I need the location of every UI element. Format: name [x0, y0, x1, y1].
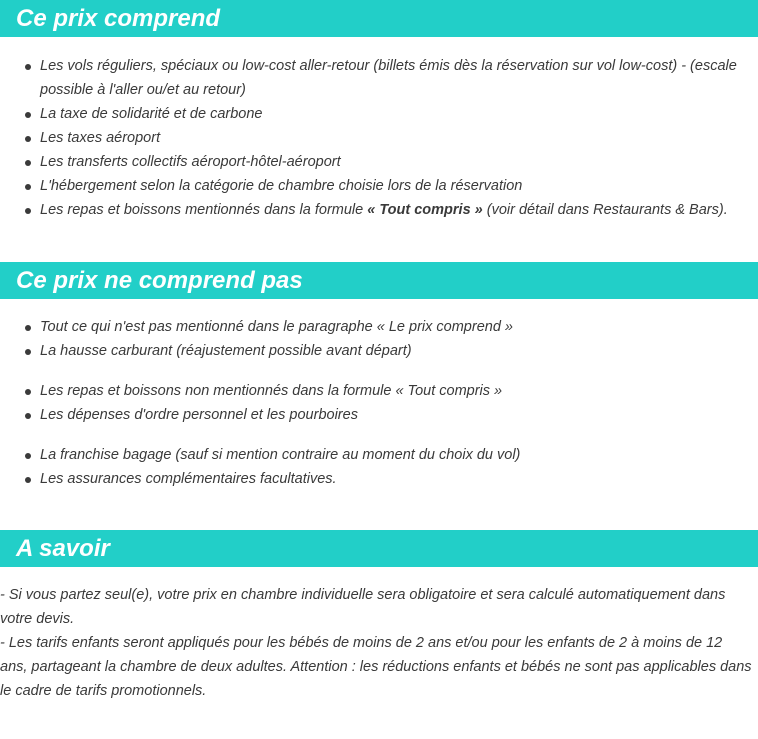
list-item: La franchise bagage (sauf si mention contraire au moment du choix du vol)	[40, 443, 758, 467]
list-item: Les taxes aéroport	[40, 126, 758, 150]
list-item-meals	[40, 198, 758, 222]
section-header-price-includes: Ce prix comprend	[0, 0, 758, 37]
price-includes-list	[0, 54, 758, 222]
price-excludes-list	[0, 379, 758, 427]
paragraph-single-room: - Si vous partez seul(e), votre prix en chambre individuelle sera obligatoire et sera calculé automatiquement dans votre devis.	[0, 587, 726, 627]
list-item: Les assurances complémentaires facultatives.	[40, 467, 758, 491]
section-price-includes	[0, 0, 758, 222]
section-header-price-excludes: Ce prix ne comprend pas	[0, 262, 758, 299]
section-header-good-to-know: A savoir	[0, 530, 758, 567]
list-item: La taxe de solidarité et de carbone	[40, 102, 758, 126]
list-item: Les vols réguliers, spéciaux ou low-cost aller-retour (billets émis dès la réservation sur vol low-cost) - (escale possible à l'aller ou/et au retour)	[40, 54, 758, 102]
price-excludes-list	[0, 443, 758, 491]
list-item: L'hébergement selon la catégorie de chambre choisie lors de la réservation	[40, 174, 758, 198]
meals-formula-bold: « Tout compris »	[367, 202, 483, 218]
meals-suffix: (voir détail dans Restaurants & Bars).	[482, 202, 728, 218]
paragraph-child-rates: - Les tarifs enfants seront appliqués pour les bébés de moins de 2 ans et/ou pour les enfants de 2 à moins de 12 ans, partageant la chambre de deux adultes. Attention : les réductions enfants et bébés ne sont pas applicables dans le cadre de tarifs promotionnels.	[0, 635, 752, 699]
section-good-to-know	[0, 530, 758, 703]
list-item: La hausse carburant (réajustement possible avant départ)	[40, 339, 758, 363]
list-item: Les repas et boissons non mentionnés dans la formule « Tout compris »	[40, 379, 758, 403]
section-price-excludes	[0, 262, 758, 491]
list-item: Les dépenses d'ordre personnel et les pourboires	[40, 403, 758, 427]
meals-prefix: Les repas et boissons mentionnés dans la formule	[40, 202, 368, 218]
list-item: Les transferts collectifs aéroport-hôtel-aéroport	[40, 150, 758, 174]
list-item: Tout ce qui n'est pas mentionné dans le paragraphe « Le prix comprend »	[40, 315, 758, 339]
price-excludes-list	[0, 315, 758, 363]
